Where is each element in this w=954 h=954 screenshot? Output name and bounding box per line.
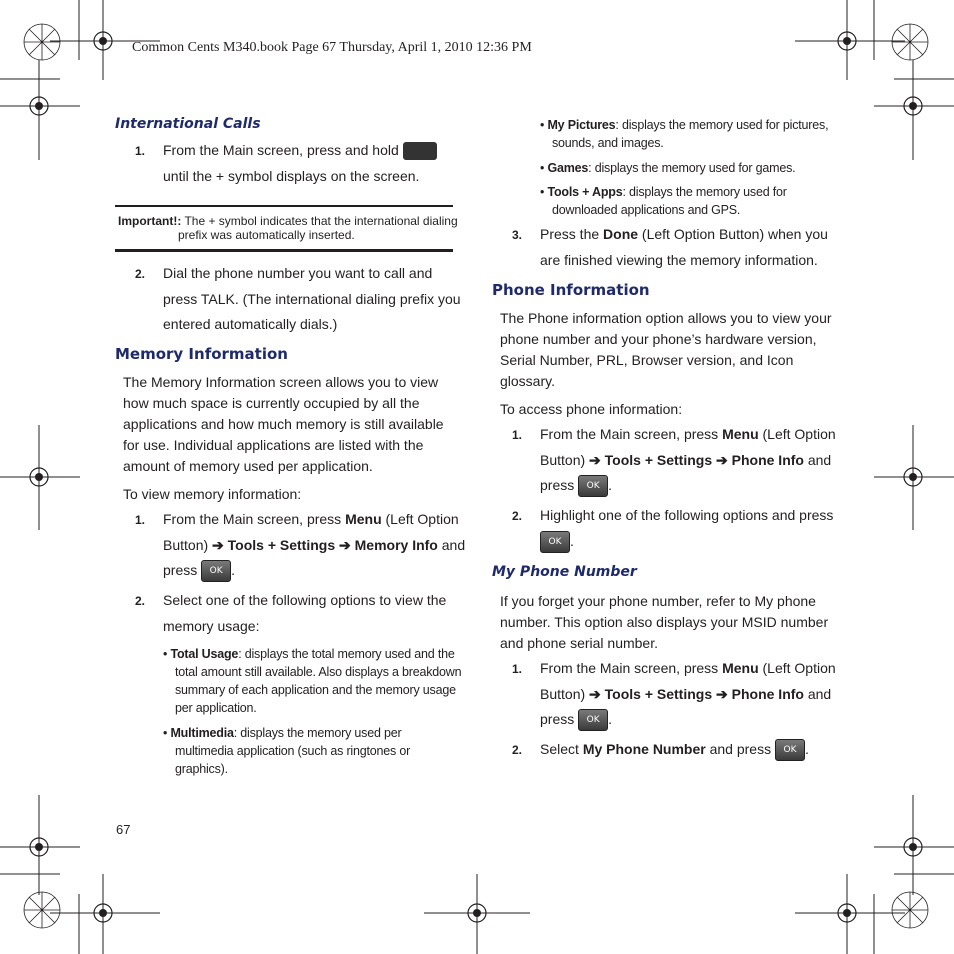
important-text: The + symbol indicates that the international dialing xyxy=(184,214,458,228)
phone-step-2: Highlight one of the following options and press OK . xyxy=(540,503,833,554)
step-number: 2. xyxy=(135,267,146,281)
step-number: 2. xyxy=(135,594,146,608)
my-phone-number-title: My Phone Number xyxy=(492,564,637,580)
memory-step-2: Select one of the following options to view the memory usage: xyxy=(163,592,447,634)
page-number: 67 xyxy=(116,822,131,837)
important-note xyxy=(118,214,458,242)
phone-paragraph: The Phone information option allows you to view your phone number and your phone’s hardware version, Serial Number, PRL, Browser version, and Icon glossary. xyxy=(500,310,832,389)
ok-key-icon: OK xyxy=(540,531,570,553)
international-calls-title: International Calls xyxy=(115,116,261,132)
ok-key-icon: OK xyxy=(201,560,231,582)
important-label: Important!: xyxy=(118,214,182,228)
phone-step-1: From the Main screen, press Menu (Left Option Button) ➔ Tools + Settings ➔ Phone Info and press OK . xyxy=(540,422,836,499)
important-text: prefix was automatically inserted. xyxy=(178,228,355,242)
bullet-my-pictures: • My Pictures: displays the memory used for pictures, sounds, and images. xyxy=(540,118,829,150)
phone-information-title: Phone Information xyxy=(492,281,650,299)
ok-key-icon: OK xyxy=(578,709,608,731)
step-number: 3. xyxy=(512,228,523,242)
memory-information-title: Memory Information xyxy=(115,345,288,363)
next-key-icon xyxy=(403,142,437,160)
my-phone-step-2: Select My Phone Number and press OK . xyxy=(540,737,809,763)
ok-key-icon: OK xyxy=(578,475,608,497)
step-number: 1. xyxy=(512,428,523,442)
step-number: 1. xyxy=(512,662,523,676)
step-text: until the + symbol displays on the screen. xyxy=(163,167,420,184)
bullet-multimedia: • Multimedia: displays the memory used per multimedia application (such as ringtones or graphics). xyxy=(163,726,411,776)
memory-access-text: To view memory information: xyxy=(123,486,302,502)
page-header: Common Cents M340.book Page 67 Thursday, April 1, 2010 12:36 PM xyxy=(132,40,532,55)
divider xyxy=(115,249,453,252)
phone-access-text: To access phone information: xyxy=(500,401,683,417)
bullet-games: • Games: displays the memory used for games. xyxy=(540,161,796,175)
step-number: 1. xyxy=(135,513,146,527)
step-number: 2. xyxy=(512,509,523,523)
step-number: 2. xyxy=(512,743,523,757)
intl-step-1 xyxy=(163,138,463,189)
step-number: 1. xyxy=(135,144,146,158)
memory-step-3: Press the Done (Left Option Button) when you are finished viewing the memory information. xyxy=(540,226,828,268)
divider xyxy=(115,205,453,207)
intl-step-2: Dial the phone number you want to call and press TALK. (The international dialing prefix you entered automatically dials.) xyxy=(163,265,461,332)
my-phone-paragraph: If you forget your phone number, refer to My phone number. This option also displays your MSID number and phone serial number. xyxy=(500,593,829,651)
bullet-tools-apps: • Tools + Apps: displays the memory used for downloaded applications and GPS. xyxy=(540,185,787,217)
step-text: From the Main screen, press and hold xyxy=(163,142,399,158)
my-phone-step-1: From the Main screen, press Menu (Left Option Button) ➔ Tools + Settings ➔ Phone Info and press OK . xyxy=(540,656,836,733)
bullet-total-usage: • Total Usage: displays the total memory used and the total amount still available. Also displays a breakdown summary of each application and the memory usage per application. xyxy=(163,647,462,715)
memory-paragraph: The Memory Information screen allows you to view how much space is currently occupied by all the applications and how much memory is still available for use. Individual applications are listed with the amount of memory used per application. xyxy=(123,374,444,474)
ok-key-icon: OK xyxy=(775,739,805,761)
memory-step-1: From the Main screen, press Menu (Left Option Button) ➔ Tools + Settings ➔ Memory Info and press OK . xyxy=(163,507,465,584)
